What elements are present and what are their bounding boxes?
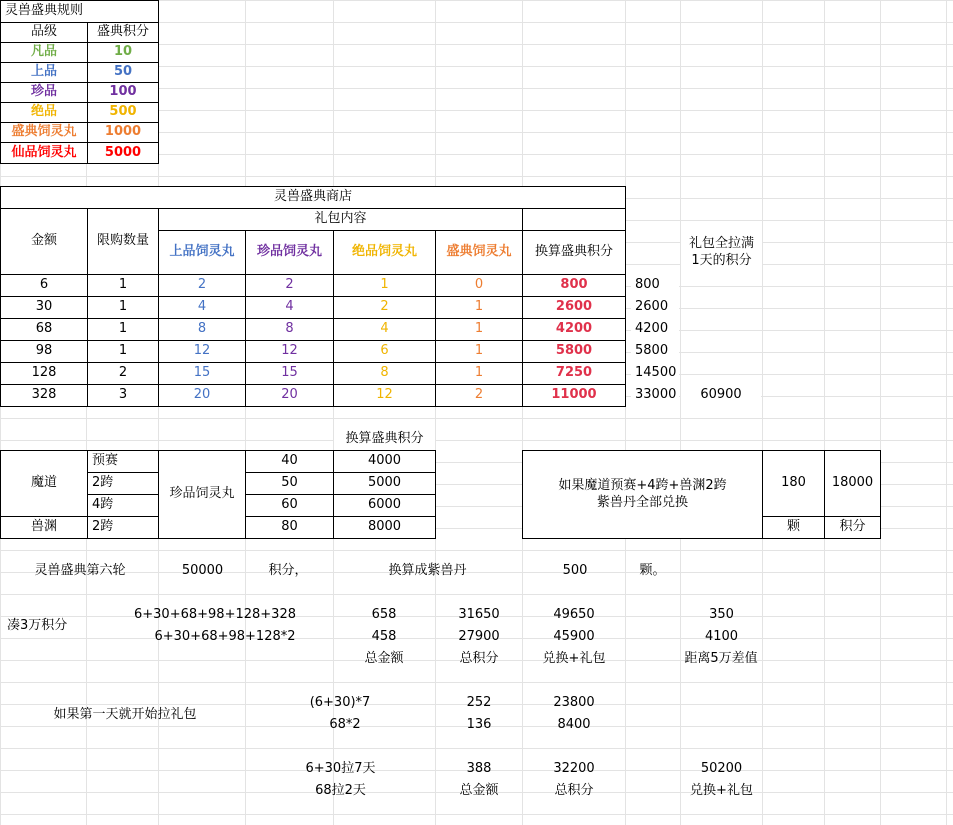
plan30k-footer-points[interactable]: 总积分 xyxy=(459,651,499,667)
day1-amount[interactable]: 252 xyxy=(466,695,492,711)
shop-amount-cell[interactable]: 128 xyxy=(0,362,88,385)
shop-limit-cell[interactable]: 1 xyxy=(87,296,159,319)
conversion-stage-cell[interactable]: 4跨 xyxy=(87,494,159,517)
plan30k-amount[interactable]: 458 xyxy=(371,629,397,645)
conversion-note-qty[interactable]: 180 xyxy=(762,450,825,517)
summary-amount-label[interactable]: 总金额 xyxy=(459,783,499,799)
shop-points-cell[interactable]: 11000 xyxy=(522,384,626,407)
summary-line2[interactable]: 68拉2天 xyxy=(315,783,366,799)
plan30k-formula[interactable]: 6+30+68+98+128+328 xyxy=(134,607,296,623)
shop-jue-cell[interactable]: 6 xyxy=(333,340,436,363)
conversion-points-cell[interactable]: 5000 xyxy=(333,472,436,495)
conversion-note-points[interactable]: 18000 xyxy=(824,450,881,517)
conversion-stage-cell[interactable]: 2跨 xyxy=(87,516,159,539)
round6-count-unit[interactable]: 颗。 xyxy=(639,563,666,579)
shop-shang-cell[interactable]: 20 xyxy=(158,384,246,407)
round6-convert[interactable]: 换算成紫兽丹 xyxy=(388,563,467,579)
shop-shang-cell[interactable]: 4 xyxy=(158,296,246,319)
shop-zhen-cell[interactable]: 12 xyxy=(245,340,334,363)
gridline xyxy=(762,0,763,825)
gridline xyxy=(625,0,626,825)
day1-points[interactable]: 8400 xyxy=(557,717,591,733)
rules-grade-cell[interactable]: 凡品 xyxy=(0,42,88,63)
shop-zhen-cell[interactable]: 20 xyxy=(245,384,334,407)
shop-header-points[interactable]: 换算盛典积分 xyxy=(522,230,626,275)
summary-points[interactable]: 32200 xyxy=(553,761,595,777)
shop-shengdian-cell[interactable]: 1 xyxy=(435,318,523,341)
plan30k-points[interactable]: 27900 xyxy=(458,629,500,645)
plan30k-footer-gap[interactable]: 距离5万差值 xyxy=(684,651,758,667)
conversion-points-cell[interactable]: 6000 xyxy=(333,494,436,517)
shop-limit-cell[interactable]: 1 xyxy=(87,340,159,363)
shop-points-cell[interactable]: 800 xyxy=(522,274,626,297)
shop-points-cell[interactable]: 4200 xyxy=(522,318,626,341)
day1-label[interactable]: 如果第一天就开始拉礼包 xyxy=(53,706,197,722)
round6-label[interactable]: 灵兽盛典第六轮 xyxy=(34,563,126,579)
shop-header-shengdian[interactable]: 盛典饲灵丸 xyxy=(435,230,523,275)
shop-content-header[interactable]: 礼包内容 xyxy=(158,208,523,231)
shop-header-jue[interactable]: 绝品饲灵丸 xyxy=(333,230,436,275)
shop-zhen-cell[interactable]: 15 xyxy=(245,362,334,385)
rules-points-cell[interactable]: 5000 xyxy=(87,142,159,164)
shop-shengdian-cell[interactable]: 1 xyxy=(435,340,523,363)
conversion-item[interactable]: 珍品饲灵丸 xyxy=(158,450,246,539)
gridline xyxy=(680,0,681,825)
gridline xyxy=(245,0,246,825)
rules-points-cell[interactable]: 500 xyxy=(87,102,159,123)
round6-unit[interactable]: 积分， xyxy=(268,563,308,579)
shop-side-note-line1: 礼包全拉满 xyxy=(688,236,754,252)
shop-amount-cell[interactable]: 328 xyxy=(0,384,88,407)
gridline xyxy=(946,0,947,825)
rules-header-points[interactable]: 盛典积分 xyxy=(87,22,159,43)
shop-grand-total[interactable]: 60900 xyxy=(681,385,761,406)
rules-title[interactable]: 灵兽盛典规则 xyxy=(0,0,159,23)
plan30k-with-pack[interactable]: 49650 xyxy=(553,607,595,623)
conversion-note-points-unit[interactable]: 积分 xyxy=(824,516,881,539)
conversion-note[interactable] xyxy=(522,450,763,539)
shop-shengdian-cell[interactable]: 1 xyxy=(435,362,523,385)
shop-limit-cell[interactable]: 1 xyxy=(87,318,159,341)
shop-total-cell[interactable]: 2600 xyxy=(631,297,679,318)
rules-points-cell[interactable]: 1000 xyxy=(87,122,159,143)
shop-limit-cell[interactable]: 3 xyxy=(87,384,159,407)
gridline xyxy=(824,0,825,825)
plan30k-label[interactable]: 凑3万积分 xyxy=(7,617,68,633)
shop-amount-cell[interactable]: 6 xyxy=(0,274,88,297)
shop-jue-cell[interactable]: 1 xyxy=(333,274,436,297)
plan30k-gap[interactable]: 4100 xyxy=(704,629,739,645)
summary-amount[interactable]: 388 xyxy=(466,761,492,777)
shop-limit-cell[interactable]: 2 xyxy=(87,362,159,385)
conversion-title[interactable]: 换算盛典积分 xyxy=(334,429,435,450)
conversion-modao[interactable]: 魔道 xyxy=(0,450,88,517)
plan30k-gap[interactable]: 350 xyxy=(709,607,734,623)
shop-zhen-cell[interactable]: 2 xyxy=(245,274,334,297)
shop-shengdian-cell[interactable]: 0 xyxy=(435,274,523,297)
rules-points-cell[interactable]: 50 xyxy=(87,62,159,83)
shop-shang-cell[interactable]: 12 xyxy=(158,340,246,363)
day1-formula[interactable]: 68*2 xyxy=(329,717,361,733)
shop-jue-cell[interactable]: 12 xyxy=(333,384,436,407)
shop-total-cell[interactable]: 5800 xyxy=(631,341,679,362)
conversion-stage-cell[interactable]: 预赛 xyxy=(87,450,159,473)
plan30k-with-pack[interactable]: 45900 xyxy=(553,629,595,645)
shop-side-note[interactable] xyxy=(681,231,762,274)
shop-total-cell[interactable]: 800 xyxy=(631,275,679,296)
day1-amount[interactable]: 136 xyxy=(466,717,492,733)
conversion-note-line1: 如果魔道预赛+4跨+兽渊2跨 xyxy=(558,478,727,494)
shop-total-cell[interactable]: 33000 xyxy=(631,385,679,406)
shop-shengdian-cell[interactable]: 2 xyxy=(435,384,523,407)
rules-points-cell[interactable]: 10 xyxy=(87,42,159,63)
shop-side-note-line2: 1天的积分 xyxy=(691,252,752,268)
day1-formula[interactable]: (6+30)*7 xyxy=(309,695,371,711)
plan30k-footer-with-pack[interactable]: 兑换+礼包 xyxy=(542,651,606,667)
rules-grade-cell[interactable]: 上品 xyxy=(0,62,88,83)
shop-jue-cell[interactable]: 2 xyxy=(333,296,436,319)
shop-jue-cell[interactable]: 8 xyxy=(333,362,436,385)
shop-header-limit[interactable]: 限购数量 xyxy=(87,208,159,275)
summary-total[interactable]: 50200 xyxy=(700,761,743,777)
summary-total-label[interactable]: 兑换+礼包 xyxy=(690,783,753,799)
rules-grade-cell[interactable]: 盛典饲灵丸 xyxy=(0,122,88,143)
conversion-note-qty-unit[interactable]: 颗 xyxy=(762,516,825,539)
conversion-qty-cell[interactable]: 50 xyxy=(245,472,334,495)
shop-title[interactable]: 灵兽盛典商店 xyxy=(0,186,626,209)
rules-header-grade[interactable]: 品级 xyxy=(0,22,88,43)
gridline xyxy=(880,0,881,825)
shop-limit-cell[interactable]: 1 xyxy=(87,274,159,297)
conversion-shouyuan[interactable]: 兽渊 xyxy=(0,516,88,539)
day1-points[interactable]: 23800 xyxy=(553,695,595,711)
conversion-stage-cell[interactable]: 2跨 xyxy=(87,472,159,495)
shop-points-cell[interactable]: 5800 xyxy=(522,340,626,363)
shop-jue-cell[interactable]: 4 xyxy=(333,318,436,341)
rules-points-cell[interactable]: 100 xyxy=(87,82,159,103)
round6-count[interactable]: 500 xyxy=(562,563,588,579)
shop-points-cell[interactable]: 7250 xyxy=(522,362,626,385)
conversion-points-cell[interactable]: 8000 xyxy=(333,516,436,539)
shop-shang-cell[interactable]: 15 xyxy=(158,362,246,385)
shop-total-cell[interactable]: 14500 xyxy=(631,363,679,384)
shop-blank-header[interactable] xyxy=(522,208,626,231)
shop-amount-cell[interactable]: 30 xyxy=(0,296,88,319)
shop-header-amount[interactable]: 金额 xyxy=(0,208,88,275)
conversion-qty-cell[interactable]: 80 xyxy=(245,516,334,539)
shop-shang-cell[interactable]: 2 xyxy=(158,274,246,297)
plan30k-formula[interactable]: 6+30+68+98+128*2 xyxy=(154,629,296,645)
round6-value[interactable]: 50000 xyxy=(181,563,224,579)
shop-amount-cell[interactable]: 98 xyxy=(0,340,88,363)
shop-total-cell[interactable]: 4200 xyxy=(631,319,679,340)
shop-points-cell[interactable]: 2600 xyxy=(522,296,626,319)
shop-header-zhen[interactable]: 珍品饲灵丸 xyxy=(245,230,334,275)
rules-grade-cell[interactable]: 绝品 xyxy=(0,102,88,123)
shop-header-shang[interactable]: 上品饲灵丸 xyxy=(158,230,246,275)
rules-grade-cell[interactable]: 珍品 xyxy=(0,82,88,103)
summary-points-label[interactable]: 总积分 xyxy=(554,783,594,799)
shop-shengdian-cell[interactable]: 1 xyxy=(435,296,523,319)
plan30k-points[interactable]: 31650 xyxy=(458,607,500,623)
shop-amount-cell[interactable]: 68 xyxy=(0,318,88,341)
conversion-points-cell[interactable]: 4000 xyxy=(333,450,436,473)
conversion-qty-cell[interactable]: 40 xyxy=(245,450,334,473)
plan30k-footer-amount[interactable]: 总金额 xyxy=(364,651,404,667)
summary-line1[interactable]: 6+30拉7天 xyxy=(305,761,376,777)
plan30k-amount[interactable]: 658 xyxy=(371,607,397,623)
shop-shang-cell[interactable]: 8 xyxy=(158,318,246,341)
conversion-qty-cell[interactable]: 60 xyxy=(245,494,334,517)
conversion-note-line2: 紫兽丹全部兑换 xyxy=(596,494,688,510)
shop-zhen-cell[interactable]: 4 xyxy=(245,296,334,319)
rules-grade-cell[interactable]: 仙品饲灵丸 xyxy=(0,142,88,164)
shop-zhen-cell[interactable]: 8 xyxy=(245,318,334,341)
